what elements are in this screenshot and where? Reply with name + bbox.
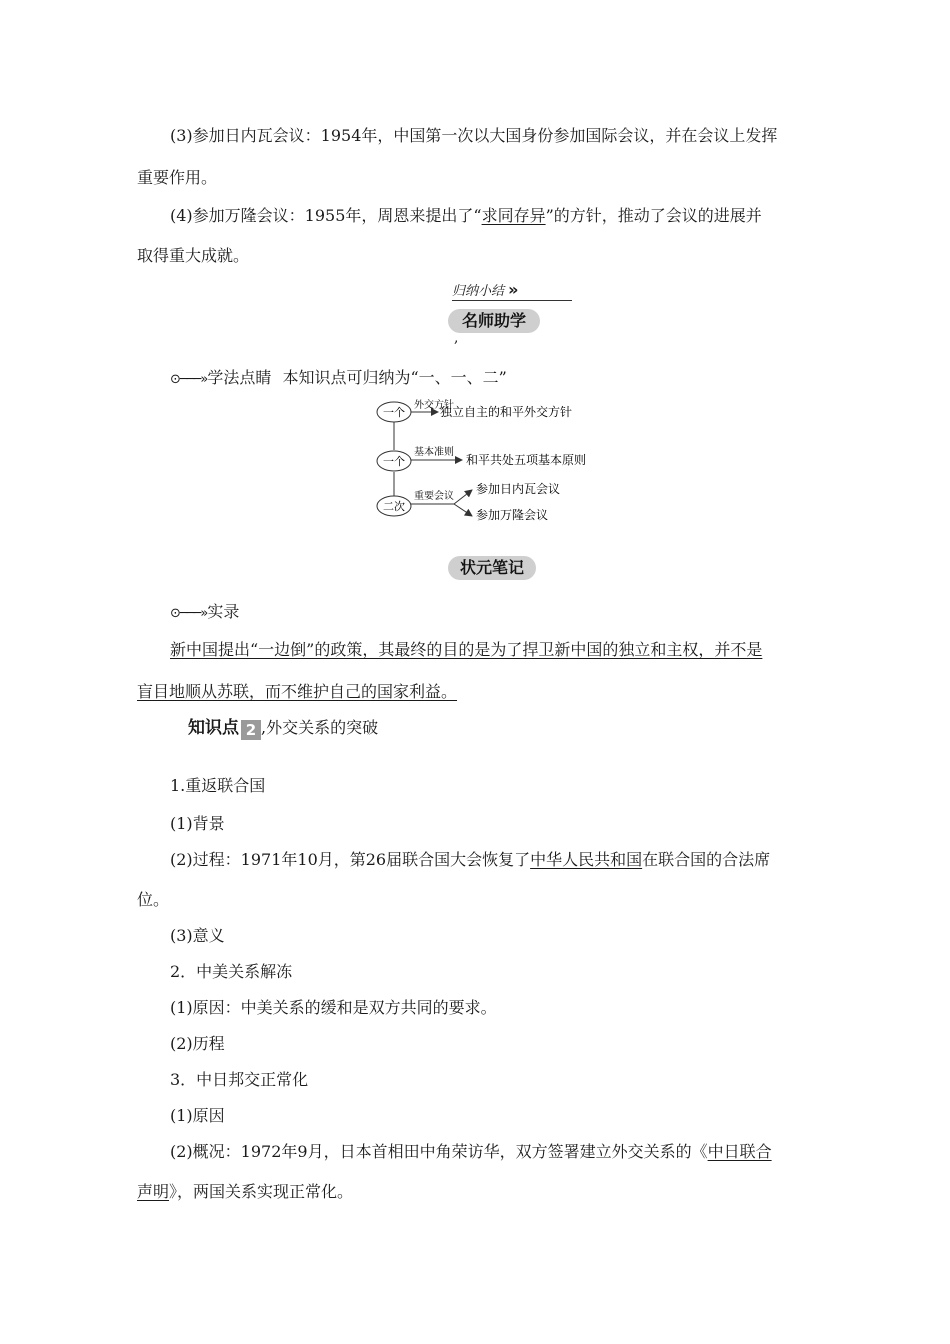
knowledge-point-number: 2	[241, 720, 261, 740]
h12-prefix: (2)过程：1971年10月，第26届联合国大会恢复了	[170, 850, 531, 869]
zhuangyuan-banner: 状元笔记	[448, 556, 536, 580]
node-3-label: 二次	[383, 500, 405, 513]
knowledge-point-title: ,外交关系的突破	[261, 718, 379, 737]
tip-arrow-icon: ⊙───»	[170, 372, 208, 387]
node-2-label: 一个	[383, 455, 405, 468]
h12-suffix: 在联合国的合法席	[642, 850, 771, 869]
h12-term: 中华人民共和国	[530, 850, 643, 869]
node-1-label: 一个	[383, 406, 405, 419]
notes-record-row	[170, 602, 239, 624]
edge-2-label: 基本准则	[414, 447, 454, 458]
item-3-line-2: 重要作用。	[137, 168, 218, 187]
edge-3b	[454, 504, 472, 516]
heading-3-2-line-1	[170, 1142, 772, 1162]
heading-1-3: (3)意义	[170, 926, 225, 945]
summary-diagram	[370, 396, 630, 526]
heading-3-2-line-2	[137, 1182, 353, 1202]
h32-line2-term: 声明	[137, 1182, 170, 1201]
summary-label-row	[452, 282, 572, 301]
item-4-prefix: (4)参加万隆会议：1955年，周恩来提出了“	[170, 206, 482, 225]
heading-2-2: (2)历程	[170, 1034, 225, 1053]
item-4-suffix: ”的方针，推动了会议的进展并	[545, 206, 762, 225]
heading-2-1: (1)原因：中美关系的缓和是双方共同的要求。	[170, 998, 497, 1017]
summary-label: 归纳小结	[452, 284, 505, 299]
heading-1-2-line-1	[170, 850, 770, 870]
knowledge-point-label: 知识点	[188, 718, 239, 738]
edge-3a	[454, 490, 472, 504]
study-tip-label: 学法点睛	[207, 368, 272, 387]
notes-record-label: 实录	[207, 602, 240, 621]
notes-line-2: 盲目地顺从苏联，而不维护自己的国家利益。	[137, 682, 458, 701]
edge-1-label: 外交方针	[414, 400, 454, 411]
stray-comma: ,	[454, 330, 459, 346]
notes-line-1: 新中国提出“一边倒”的政策，其最终的目的是为了捍卫新中国的独立和主权，并不是	[170, 640, 763, 659]
heading-1-2-line-2: 位。	[137, 890, 170, 909]
heading-2: 2．中美关系解冻	[170, 962, 293, 981]
target-3b: 参加万隆会议	[476, 508, 549, 522]
item-4-line-2: 取得重大成就。	[137, 246, 250, 265]
item-4-line-1	[170, 206, 762, 226]
double-chevron-icon: »	[508, 280, 519, 299]
h32-term: 中日联合	[707, 1142, 772, 1161]
heading-1: 1.重返联合国	[170, 776, 266, 795]
h32-line2-suffix: 》，两国关系实现正常化。	[169, 1182, 354, 1201]
heading-1-1: (1)背景	[170, 814, 225, 833]
target-1: 独立自主的和平外交方针	[440, 405, 573, 419]
edge-3-label: 重要会议	[414, 491, 454, 502]
item-4-term: 求同存异	[481, 206, 546, 225]
study-tip-text: 本知识点可归纳为“一、一、二”	[282, 368, 507, 387]
item-3-line-1: (3)参加日内瓦会议：1954年，中国第一次以大国身份参加国际会议，并在会议上发挥	[170, 126, 778, 145]
knowledge-point-heading	[188, 716, 378, 740]
target-2: 和平共处五项基本原则	[466, 453, 587, 467]
mingshi-banner: 名师助学	[448, 309, 540, 333]
heading-3: 3．中日邦交正常化	[170, 1070, 309, 1089]
record-arrow-icon: ⊙───»	[170, 606, 208, 621]
h32-prefix: (2)概况：1972年9月，日本首相田中角荣访华，双方签署建立外交关系的《	[170, 1142, 708, 1161]
target-3a: 参加日内瓦会议	[476, 482, 561, 496]
study-tip-row	[170, 368, 507, 390]
heading-3-1: (1)原因	[170, 1106, 225, 1125]
